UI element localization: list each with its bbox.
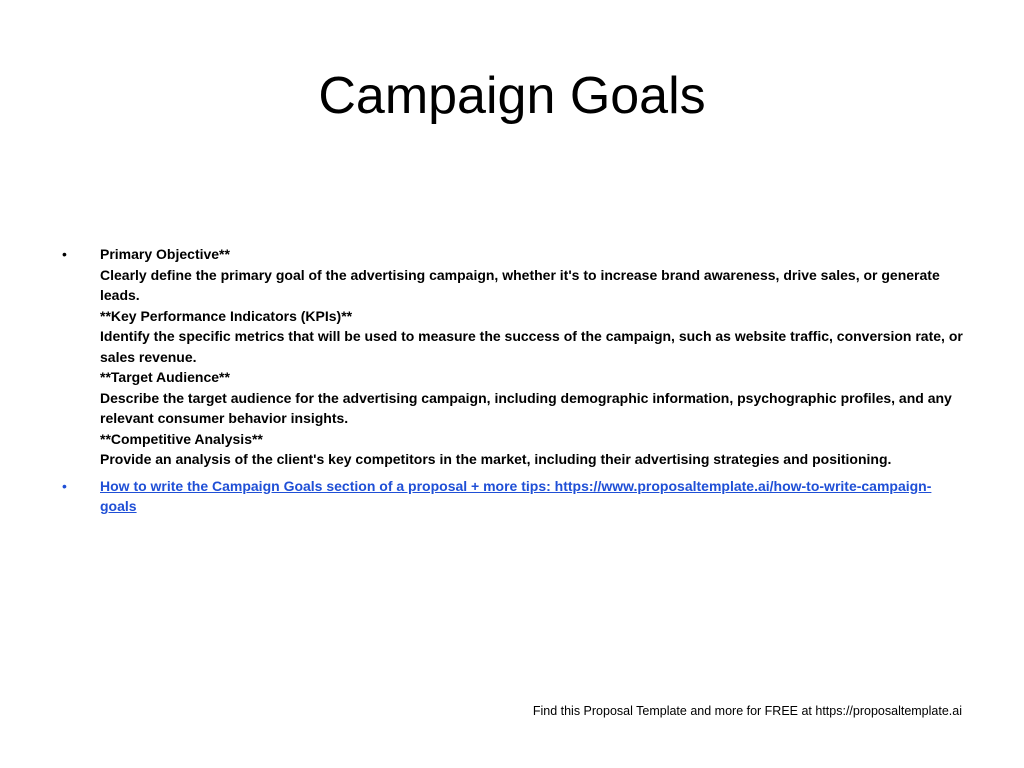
slide-content <box>56 244 966 523</box>
target-audience-heading: **Target Audience** <box>100 369 230 385</box>
bullet-icon: • <box>62 477 67 494</box>
kpi-heading: **Key Performance Indicators (KPIs)** <box>100 307 353 324</box>
footer-text: Find this Proposal Template and more for FREE at https://proposaltemplate.ai <box>532 704 962 718</box>
bullet-item-goals <box>56 244 966 470</box>
primary-objective-heading: Primary Objective** <box>100 246 230 262</box>
slide-title: Campaign Goals <box>318 67 706 125</box>
kpi-text: Identify the specific metrics that will be used to measure the success of the campaign, such as website traffic, conversion rate, or sales revenue. <box>100 328 963 365</box>
competitive-analysis-heading: **Competitive Analysis** <box>100 430 263 447</box>
bullet-item-link <box>56 476 966 517</box>
target-audience-text: Describe the target audience for the advertising campaign, including demographic information, psychographic profiles, and any relevant consumer behavior insights. <box>100 389 952 426</box>
competitive-analysis-text: Provide an analysis of the client's key competitors in the market, including their advertising strategies and positioning. <box>100 451 892 467</box>
bullet-icon: • <box>62 246 67 262</box>
primary-objective-text: Clearly define the primary goal of the advertising campaign, whether it's to increase brand awareness, drive sales, or generate leads. <box>100 266 940 303</box>
campaign-goals-tips-link[interactable]: How to write the Campaign Goals section of a proposal + more tips: https://www.proposaltemplate.ai/how-to-write-campaign-goals <box>100 477 932 514</box>
